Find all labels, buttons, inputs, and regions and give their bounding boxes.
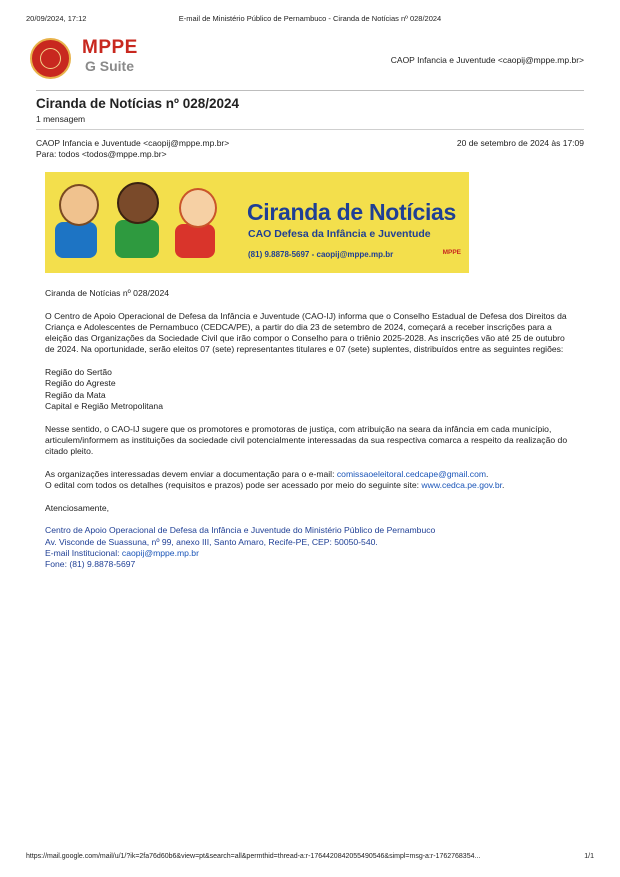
banner-mppe-logo: MPPE xyxy=(442,249,461,256)
print-document-title: E-mail de Ministério Público de Pernambuco - Ciranda de Notícias nº 028/2024 xyxy=(178,14,442,23)
account-sender: CAOP Infancia e Juventude <caopij@mppe.mp.br> xyxy=(390,55,584,65)
thread-subject: Ciranda de Notícias nº 028/2024 xyxy=(36,96,240,111)
region-item: Região do Sertão xyxy=(45,367,112,378)
banner-contact: (81) 9.8878-5697 - caopij@mppe.mp.br xyxy=(248,250,394,259)
signature-org: Centro de Apoio Operacional de Defesa da Infância e Juventude do Ministério Público de Pernambuco xyxy=(45,525,436,536)
logo-brand: MPPE xyxy=(82,37,138,58)
page-number: 1/1 xyxy=(584,853,594,860)
print-timestamp: 20/09/2024, 17:12 xyxy=(26,14,87,23)
message-from: CAOP Infancia e Juventude <caopij@mppe.mp.br> xyxy=(36,138,230,148)
logo-suite: G Suite xyxy=(85,58,135,74)
message-body xyxy=(45,288,575,570)
body-paragraph-4: O edital com todos os detalhes (requisitos e prazos) pode ser acessado por meio do seguinte site: www.cedca.pe.gov.br. xyxy=(45,480,505,491)
closing-text: Atenciosamente, xyxy=(45,502,110,513)
region-item: Capital e Região Metropolitana xyxy=(45,400,163,411)
election-email-link[interactable]: comissaoeleitoral.cedcape@gmail.com xyxy=(336,468,487,479)
region-item: Região da Mata xyxy=(45,389,106,400)
mppe-gsuite-logo[interactable] xyxy=(27,36,157,82)
subject-divider xyxy=(36,129,584,130)
body-paragraph-3: As organizações interessadas devem enviar a documentação para o e-mail: comissaoeleitoral.cedcape@gmail.com. xyxy=(45,468,489,479)
message-count: 1 mensagem xyxy=(36,114,86,124)
banner-title: Ciranda de Notícias xyxy=(247,199,457,225)
body-paragraph-2: Nesse sentido, o CAO-IJ sugere que os promotores e promotoras de justiça, com atribuição na seara da infância em cada município, articulem/informem as instituições da sociedade civil potencialmente interessadas da sua respectiva comarca a respeito da realização do citado pleito. xyxy=(45,423,568,457)
banner-subtitle: CAO Defesa da Infância e Juventude xyxy=(248,228,431,240)
header-divider xyxy=(36,90,584,91)
caopij-email-link[interactable]: caopij@mppe.mp.br xyxy=(121,547,199,558)
newsletter-banner xyxy=(45,172,469,273)
body-heading: Ciranda de Notícias nº 028/2024 xyxy=(45,288,170,298)
signature-address: Av. Visconde de Suassuna, nº 99, anexo III, Santo Amaro, Recife-PE, CEP: 50050-540. xyxy=(45,536,378,547)
print-header xyxy=(26,14,594,26)
signature-email: E-mail Institucional: caopij@mppe.mp.br xyxy=(45,547,199,558)
children-illustration xyxy=(45,172,235,273)
print-url: https://mail.google.com/mail/u/1/?ik=2fa76d60b6&view=pt&search=all&permthid=thread-a:r-1764420842055490546&simpl=msg-a:r-1762768354... xyxy=(26,853,481,860)
mppe-seal-icon xyxy=(30,38,71,79)
region-item: Região do Agreste xyxy=(45,378,116,389)
body-paragraph-1: O Centro de Apoio Operacional de Defesa da Infância e Juventude (CAO-IJ) informa que o Conselho Estadual de Defesa dos Direitos da Criança e Adolescentes de Pernambuco (CEDCA/PE), a partir do dia 23 de setembro de 2024, começará a receber inscrições para a eleição das Organizações da Sociedade Civil que irão compor o Conselho para o triênio 2025-2028. As inscrições vão até 25 de outubro de 2024. Na oportunidade, serão eleitos 07 (sete) representantes titulares e 07 (sete) suplentes, distribuídos entre as seguintes regiões: xyxy=(45,310,567,355)
message-date: 20 de setembro de 2024 às 17:09 xyxy=(456,138,584,148)
signature-phone: Fone: (81) 9.8878-5697 xyxy=(45,559,136,570)
message-to: Para: todos <todos@mppe.mp.br> xyxy=(36,149,167,159)
cedca-site-link[interactable]: www.cedca.pe.gov.br xyxy=(421,480,502,491)
